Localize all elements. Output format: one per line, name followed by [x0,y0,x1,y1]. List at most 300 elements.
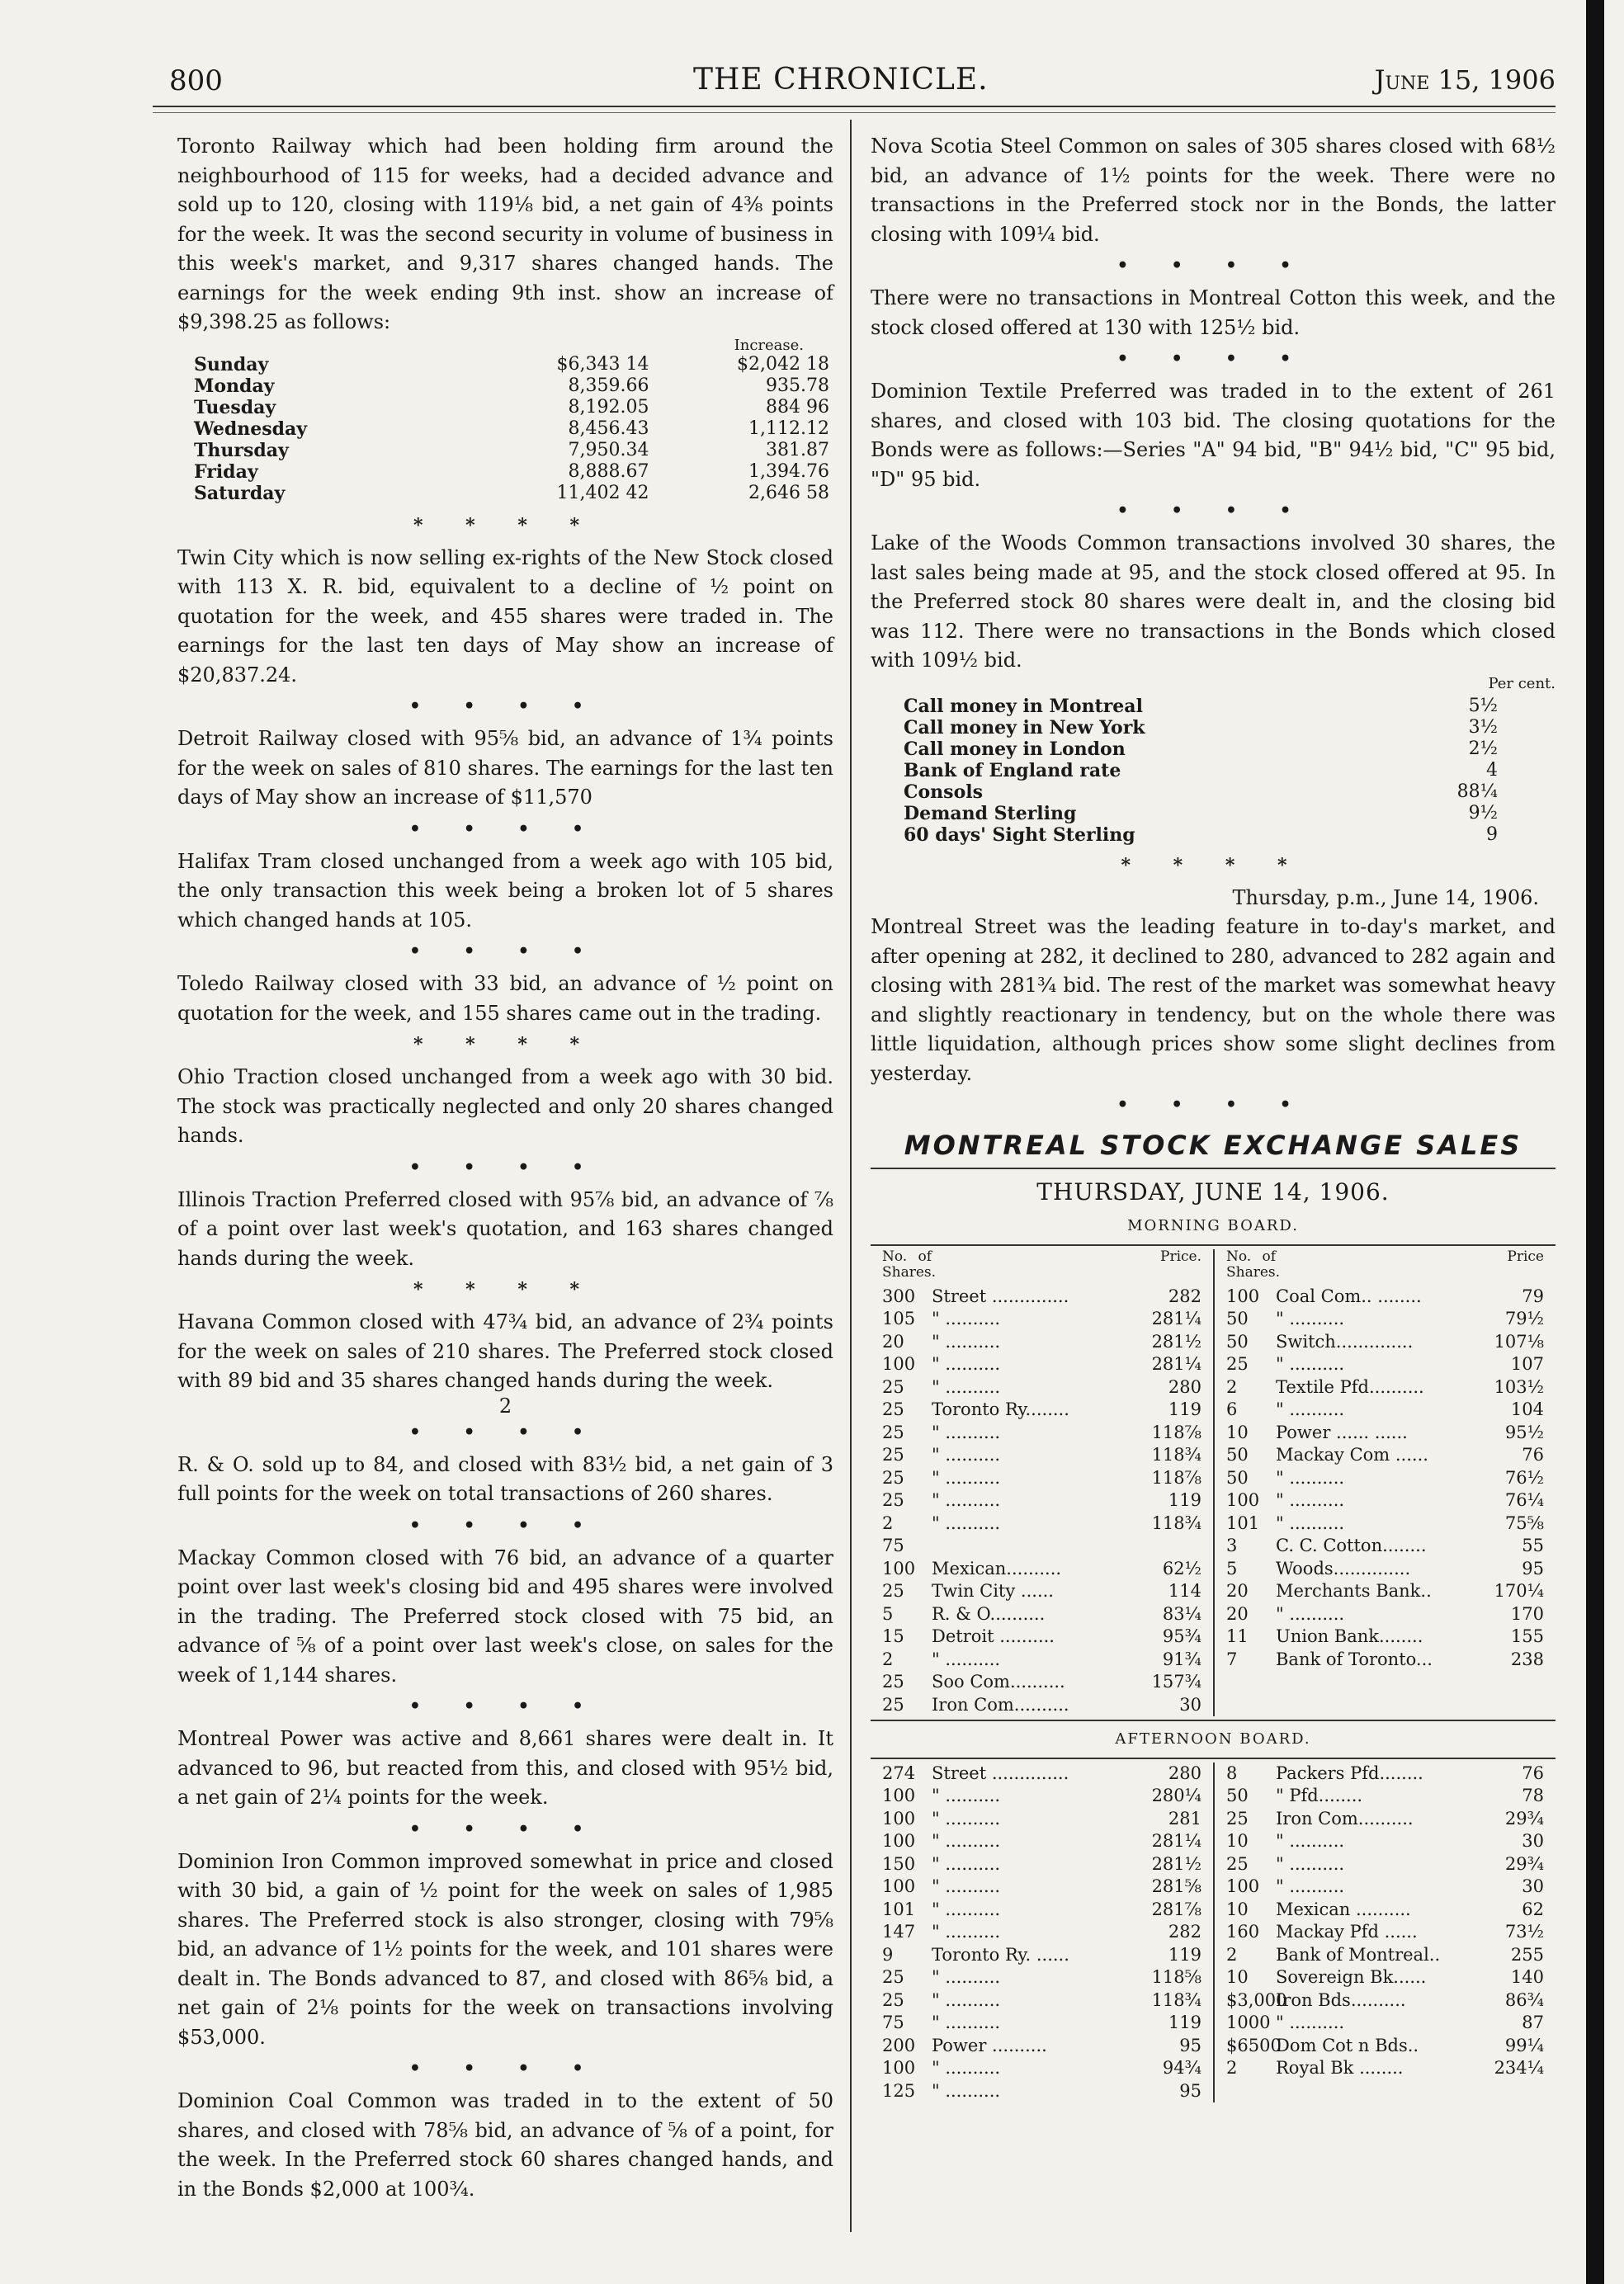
sale-row [882,1467,1201,1490]
sale-shares: 5 [882,1603,894,1624]
section-separator: • • • • [408,1156,602,1178]
section-separator: • • • • [1116,1094,1310,1116]
article-paragraph: Toronto Railway which had been holding firm around the neighbourhood of 115 for weeks, had a decided advance and sold up to 120, closing with 119⅛ bid, a net gain of 4⅜ points for the week. It was the second security in volume of business in this week's market, and 9,317 shares changed hands. The earnings for the week ending 9th inst. show an increase of $9,398.25 as follows: [177,134,833,333]
sale-price: 281 [1168,1808,1201,1829]
earnings-row [194,418,829,440]
sale-shares: 100 [1226,1876,1260,1896]
sale-shares: 25 [882,1967,904,1987]
sale-row [1226,1489,1544,1512]
sale-price: 281⅝ [1151,1876,1201,1896]
sale-price: 95½ [1504,1422,1544,1442]
earnings-row [194,440,829,461]
earnings-amount: 8,359.66 [568,375,649,396]
sale-row [882,1286,1201,1309]
earnings-day: Saturday [194,482,286,504]
sale-company: " .......... [932,1422,1001,1442]
sale-company: " .......... [932,1467,1001,1488]
sale-shares: 25 [882,1989,904,2010]
sale-company [932,1535,1144,1558]
sale-company: R. & O.......... [932,1603,1046,1624]
sale-price: 30 [1179,1694,1201,1715]
sale-company: " .......... [932,1831,1001,1851]
section-separator: * * * * [413,514,597,536]
section-separator: • • • • [408,1818,602,1840]
sale-company: " .......... [932,1309,1001,1328]
sale-row [1226,1286,1544,1309]
sale-company: " .......... [1276,2013,1345,2032]
sale-shares: 25 [882,1581,904,1601]
sale-price: 55 [1522,1536,1544,1555]
sale-row [1226,1467,1544,1490]
sale-price: 118⅝ [1151,1967,1201,1987]
afternoon-sales-table [871,1763,1556,2103]
sale-shares: 100 [882,1876,916,1896]
sale-row [1226,1808,1544,1831]
earnings-day: Sunday [194,353,269,375]
sale-row [1226,1785,1544,1808]
sale-company: " .......... [1276,1354,1345,1374]
sale-company: Mexican .......... [1276,1899,1411,1919]
money-rate-label: 60 days' Sight Sterling [904,823,1135,846]
sale-company: " .......... [932,1922,1001,1942]
sale-shares: 25 [882,1399,904,1419]
sale-row [1226,1649,1544,1672]
sale-company: Dom Cot n Bds.. [1276,2035,1419,2055]
sale-shares: 100 [1226,1286,1260,1306]
sale-row [1226,1308,1544,1331]
sale-company: Soo Com.......... [932,1672,1065,1692]
sale-price: 107⅛ [1494,1331,1544,1352]
money-rate-value: 5½ [1468,695,1498,716]
sale-row [882,1376,1201,1399]
board-rule [871,1720,1556,1721]
earnings-row [194,375,829,397]
sale-shares: 50 [1226,1331,1249,1352]
sale-row [882,1808,1201,1831]
sale-row [1226,1944,1544,1967]
sale-row [882,1853,1201,1876]
sale-company: Toronto Ry........ [932,1399,1069,1419]
sale-row [1226,1626,1544,1649]
sale-shares: 10 [1226,1967,1249,1987]
earnings-row [194,461,829,483]
earnings-amount: 7,950.34 [568,439,649,460]
sale-price: 119 [1168,2013,1201,2032]
earnings-increase: 1,394.76 [748,460,829,482]
sale-shares: 6 [1226,1399,1238,1419]
sale-price: 118¾ [1151,1989,1201,2010]
article-paragraph: Detroit Railway closed with 95⅝ bid, an advance of 1¾ points for the week on sales of 810 shares. The earnings for the last ten days of May show an increase of $11,570 [177,727,833,809]
money-rate-row [904,696,1498,717]
sale-price: 281¼ [1151,1831,1201,1851]
sale-company: Switch.............. [1276,1331,1414,1352]
sale-company: Bank of Toronto... [1276,1649,1433,1669]
sale-shares: 20 [1226,1581,1249,1601]
sale-row [1226,1876,1544,1899]
sale-company: Toronto Ry. ...... [932,1944,1069,1965]
section-separator: • • • • [408,1696,602,1717]
morning-board-label: MORNING BOARD. [1127,1217,1299,1234]
sale-shares: 15 [882,1626,904,1646]
sale-row [1226,2035,1544,2058]
sale-row [1226,1763,1544,1786]
sale-price: 118⅞ [1151,1422,1201,1442]
money-rate-value: 3½ [1468,716,1498,738]
sale-price: 280¼ [1151,1786,1201,1805]
sale-row [1226,2012,1544,2035]
sale-price: 87 [1522,2013,1544,2032]
price-header: Price. [1160,1248,1201,1265]
stock-exchange-heading: MONTREAL STOCK EXCHANGE SALES [904,1130,1522,1161]
sale-row [1226,1444,1544,1467]
sale-row [1226,1921,1544,1944]
sale-shares: 3 [1226,1536,1238,1555]
sale-row [882,1694,1201,1717]
sale-price: 103½ [1494,1376,1544,1397]
sale-shares: 2 [1226,1944,1238,1965]
sale-row [1226,1853,1544,1876]
article-paragraph: Ohio Traction closed unchanged from a week ago with 30 bid. The stock was practically neglected and only 20 shares changed hands. [177,1065,833,1147]
sale-price: 78 [1522,1786,1544,1805]
sale-company: Iron Com.......... [932,1694,1069,1715]
sale-company: " .......... [1276,1603,1345,1624]
sale-shares: 9 [882,1944,894,1965]
sale-company: " .......... [932,1967,1001,1987]
sale-company: Packers Pfd........ [1276,1763,1423,1783]
sale-shares: $6500 [1226,2035,1282,2055]
section-separator: * * * * [413,1034,597,1055]
sale-shares: 25 [882,1672,904,1692]
sale-row [882,1308,1201,1331]
section-separator: • • • • [408,696,602,717]
sale-row [1226,2057,1544,2080]
sale-row [882,1603,1201,1626]
board-rule [871,1758,1556,1759]
sale-row [882,2057,1201,2080]
sale-row [1226,1535,1544,1558]
sale-shares: 105 [882,1309,916,1328]
money-per-cent-header: Per cent. [1488,674,1556,692]
sale-shares: 101 [882,1899,916,1919]
money-rate-value: 9 [1486,823,1498,845]
sale-price: 281½ [1151,1331,1201,1352]
sale-row [882,1966,1201,1989]
earnings-increase: 884 96 [766,396,829,418]
earnings-amount: 8,888.67 [568,460,649,482]
section-separator: • • • • [408,1514,602,1536]
sale-company: Mackay Com ...... [1276,1445,1428,1465]
sale-company: Street .............. [932,1286,1069,1306]
sale-price: 94¾ [1162,2058,1201,2078]
sale-row [882,2012,1201,2035]
issue-date: June 15, 1906 [1374,64,1556,96]
dateline: Thursday, p.m., June 14, 1906. [1232,885,1539,909]
sale-company: " .......... [1276,1309,1345,1328]
shares-header: No. of Shares. [882,1248,937,1281]
earnings-day: Thursday [194,439,289,461]
sale-price: 91¾ [1162,1649,1201,1669]
sale-company: Power .......... [932,2035,1047,2055]
shares-header: No. of Shares. [1226,1248,1281,1281]
sale-company: Detroit .......... [932,1626,1055,1646]
sale-company: Mexican.......... [932,1558,1062,1579]
article-paragraph: Illinois Traction Preferred closed with 95⅞ bid, an advance of ⅞ of a point over last week's quotation, and 163 shares changed hands during the week. [177,1187,833,1270]
sale-shares: 25 [882,1445,904,1465]
earnings-day: Tuesday [194,396,276,418]
sale-shares: 300 [882,1286,916,1306]
sale-shares: 50 [1226,1445,1249,1465]
sale-price: 157¾ [1151,1672,1201,1692]
sale-shares: 1000 [1226,2013,1271,2032]
sale-row [882,1671,1201,1694]
sales-half-left [871,1763,1213,2103]
sale-row [882,1763,1201,1786]
sale-price: 76 [1522,1763,1544,1783]
sale-shares: 147 [882,1922,916,1942]
sale-company: Merchants Bank.. [1276,1581,1432,1601]
sale-price: 281¼ [1151,1309,1201,1328]
sale-shares: 100 [882,1786,916,1805]
earnings-table [194,354,829,504]
sale-shares: $3,000 [1226,1989,1287,2010]
sale-row [882,2080,1201,2103]
sale-company: " .......... [932,1512,1001,1533]
earnings-increase: $2,042 18 [737,353,829,375]
sale-price: 170¼ [1494,1581,1544,1601]
sale-company: " .......... [932,2080,1001,2101]
sale-company: " .......... [932,1853,1001,1874]
sale-company: Street .............. [932,1763,1069,1783]
sale-price: 104 [1510,1399,1544,1419]
sale-price: 281⅞ [1151,1899,1201,1919]
sale-row [1226,1376,1544,1399]
earnings-increase: 381.87 [766,439,829,460]
sale-row [882,1785,1201,1808]
sale-shares: 200 [882,2035,916,2055]
sale-shares: 150 [882,1853,916,1874]
sale-price: 83¼ [1162,1603,1201,1624]
sale-shares: 100 [882,1558,916,1579]
sale-shares: 50 [1226,1467,1249,1488]
section-separator: * * * * [413,1279,597,1300]
sale-price: 280 [1168,1763,1201,1783]
sale-row [882,1331,1201,1354]
sale-row [1226,1966,1544,1989]
sale-shares: 50 [1226,1309,1249,1328]
sale-price: 114 [1168,1581,1201,1601]
sale-row [1226,1399,1544,1422]
sale-company: " .......... [932,1331,1001,1352]
sale-row [882,2035,1201,2058]
earnings-increase: 2,646 58 [748,482,829,503]
newspaper-page [153,33,1593,2261]
sale-company: " .......... [1276,1876,1345,1896]
money-rate-value: 88¼ [1456,781,1498,802]
sale-price: 118¾ [1151,1512,1201,1533]
sale-price: 86¾ [1504,1989,1544,2010]
sale-shares: 160 [1226,1922,1260,1942]
publication-title: THE CHRONICLE. [693,63,989,97]
article-paragraph: Lake of the Woods Common transactions involved 30 shares, the last sales being made at 95, and the stock closed offered at 95. In the Preferred stock 80 shares were dealt in, and the closing bid was 112. There were no transactions in the Bonds which closed with 109½ bid. [871,531,1556,672]
sale-shares: 50 [1226,1786,1249,1805]
sale-price: 281¼ [1151,1354,1201,1374]
sale-company: " .......... [1276,1399,1345,1419]
sale-price: 107 [1510,1354,1544,1374]
sale-price: 76½ [1504,1467,1544,1488]
header-rule [153,106,1556,107]
sale-price: 73½ [1504,1922,1544,1942]
section-separator: • • • • [408,1421,602,1443]
right-column [871,132,1556,2102]
sale-company: " .......... [1276,1512,1345,1533]
money-rate-label: Bank of England rate [904,759,1121,781]
section-separator: • • • • [1116,500,1310,521]
sale-row [1226,1580,1544,1603]
article-paragraph: R. & O. sold up to 84, and closed with 83½ bid, a net gain of 3 full points for the week on total transactions of 260 shares. [177,1452,833,1505]
sale-price: 99¼ [1504,2035,1544,2055]
sale-price: 29¾ [1504,1808,1544,1829]
sale-row [1226,1512,1544,1536]
article-paragraph: Montreal Power was active and 8,661 shares were dealt in. It advanced to 96, but reacted from this, and closed with 95½ bid, a net gain of 2¼ points for the week. [177,1727,833,1809]
sales-half-left [871,1249,1213,1717]
sale-shares: 20 [1226,1603,1249,1624]
sale-company: Power ...... ...... [1276,1422,1408,1442]
sale-shares: 25 [882,1490,904,1510]
article-paragraph: Havana Common closed with 47¾ bid, an advance of 2¾ points for the week on sales of 210 shares. The Preferred stock closed with 89 bid and 35 shares changed hands during the week. [177,1310,833,1392]
money-rate-row [904,760,1498,781]
sale-company: " .......... [932,1989,1001,2010]
earnings-row [194,354,829,375]
sales-column-headers [1226,1249,1544,1281]
article-paragraph: Toledo Railway closed with 33 bid, an advance of ½ point on quotation for the week, and 155 shares came out in the trading. [177,972,833,1025]
earnings-amount: $6,343 14 [556,353,649,375]
sale-price: 170 [1510,1603,1544,1624]
board-rule [871,1244,1556,1246]
sale-price [1144,1535,1201,1558]
sale-price: 155 [1510,1626,1544,1646]
earnings-row [194,483,829,504]
afternoon-board-label: AFTERNOON BOARD. [1115,1730,1311,1748]
sales-column-headers [882,1249,1201,1281]
sale-shares: 2 [882,1512,894,1533]
sale-shares: 25 [882,1467,904,1488]
sale-company: " .......... [932,1376,1001,1397]
sale-row [882,1944,1201,1967]
sale-row [882,1353,1201,1376]
sale-row [882,1558,1201,1581]
sale-price: 30 [1522,1831,1544,1851]
sale-price: 282 [1168,1922,1201,1942]
sale-shares: 25 [1226,1354,1249,1374]
sale-company: " .......... [932,1445,1001,1465]
sale-price: 95 [1179,2080,1201,2101]
sale-price: 95 [1179,2035,1201,2055]
sale-company: C. C. Cotton........ [1276,1536,1427,1555]
earnings-day: Monday [194,375,275,397]
sale-price: 118⅞ [1151,1467,1201,1488]
sale-shares: 25 [1226,1808,1249,1829]
sale-company: " .......... [1276,1831,1345,1851]
sale-company: Coal Com.. ........ [1276,1286,1422,1306]
sale-shares: 100 [882,1831,916,1851]
sale-row [882,1535,1201,1558]
sale-row [882,1921,1201,1944]
column-divider [850,120,852,2232]
sale-row [882,1399,1201,1422]
section-separator: • • • • [408,818,602,840]
sales-date: THURSDAY, JUNE 14, 1906. [1036,1177,1390,1206]
sale-row [882,1444,1201,1467]
sale-shares: 25 [882,1376,904,1397]
sale-price: 119 [1168,1490,1201,1510]
article-paragraph: Dominion Textile Preferred was traded in to the extent of 261 shares, and closed with 103 bid. The closing quotations for the Bonds were as follows:—Series "A" 94 bid, "B" 94½ bid, "C" 95 bid, "D" 95 bid. [871,380,1556,491]
sale-company: Union Bank........ [1276,1626,1423,1646]
sale-shares: 2 [1226,1376,1238,1397]
page-header [153,58,1556,107]
sale-price: 118¾ [1151,1445,1201,1465]
sale-shares: 10 [1226,1422,1249,1442]
sale-price: 282 [1168,1286,1201,1306]
sale-price: 280 [1168,1376,1201,1397]
section-separator: • • • • [1116,348,1310,370]
sale-shares: 2 [882,1649,894,1669]
sale-company: " .......... [1276,1467,1345,1488]
morning-sales-table [871,1249,1556,1717]
sale-shares: 25 [882,1422,904,1442]
price-header: Price [1507,1248,1544,1265]
sale-shares: 8 [1226,1763,1238,1783]
earnings-amount: 8,456.43 [568,418,649,439]
sale-price: 119 [1168,1944,1201,1965]
money-rate-label: Consols [904,781,983,803]
money-rate-row [904,781,1498,803]
sale-price: 255 [1510,1944,1544,1965]
earnings-day: Wednesday [194,418,308,440]
sale-company: Bank of Montreal.. [1276,1944,1441,1965]
sale-price: 75⅝ [1504,1512,1544,1533]
sale-row [882,1512,1201,1536]
section-separator: • • • • [1116,255,1310,276]
sale-price: 62 [1522,1899,1544,1919]
sale-row [1226,1422,1544,1445]
sale-price: 95 [1522,1558,1544,1579]
sale-row [1226,1989,1544,2013]
article-paragraph: Mackay Common closed with 76 bid, an advance of a quarter point over last week's closing bid and 495 shares were involved in the trading. The Preferred stock closed with 75 bid, an advance of ⅝ of a point over last week's close, on sales for the week of 1,144 shares. [177,1545,833,1687]
article-paragraph: Montreal Street was the leading feature in to-day's market, and after opening at 282, it declined to 280, advanced to 282 again and closing with 281¾ bid. The rest of the market was somewhat heavy and slightly reactionary in tendency, but on the whole there was little liquidation, although prices show some slight declines from yesterday. [871,915,1556,1085]
article-paragraph: Dominion Iron Common improved somewhat in price and closed with 30 bid, a gain of ½ point for the week on sales of 1,985 shares. The Preferred stock is also stronger, closing with 79⅝ bid, an advance of 1½ points for the week, and 101 shares were dealt in. The Bonds advanced to 87, and closed with 86⅝ bid, a net gain of 2⅛ points for the week on transactions involving $53,000. [177,1849,833,2049]
sale-row [882,1626,1201,1649]
money-rate-value: 4 [1486,759,1498,781]
article-paragraph: There were no transactions in Montreal Cotton this week, and the stock closed offered at 130 with 125½ bid. [871,286,1556,339]
money-rate-label: Demand Sterling [904,802,1077,824]
sale-shares: 25 [882,1694,904,1715]
sale-price: 76 [1522,1445,1544,1465]
money-rate-row [904,739,1498,760]
sales-half-right [1213,1249,1556,1717]
sale-shares: 75 [882,1536,904,1555]
page-number: 800 [169,64,223,97]
sale-row [882,1989,1201,2013]
left-column [177,132,833,2204]
money-rate-row [904,717,1498,739]
sale-shares: 2 [1226,2058,1238,2078]
sale-company: " .......... [932,1786,1001,1805]
sale-shares: 11 [1226,1626,1249,1646]
sale-shares: 125 [882,2080,916,2101]
sale-row [882,1830,1201,1853]
sale-company: " .......... [1276,1490,1345,1510]
sale-row [1226,1603,1544,1626]
